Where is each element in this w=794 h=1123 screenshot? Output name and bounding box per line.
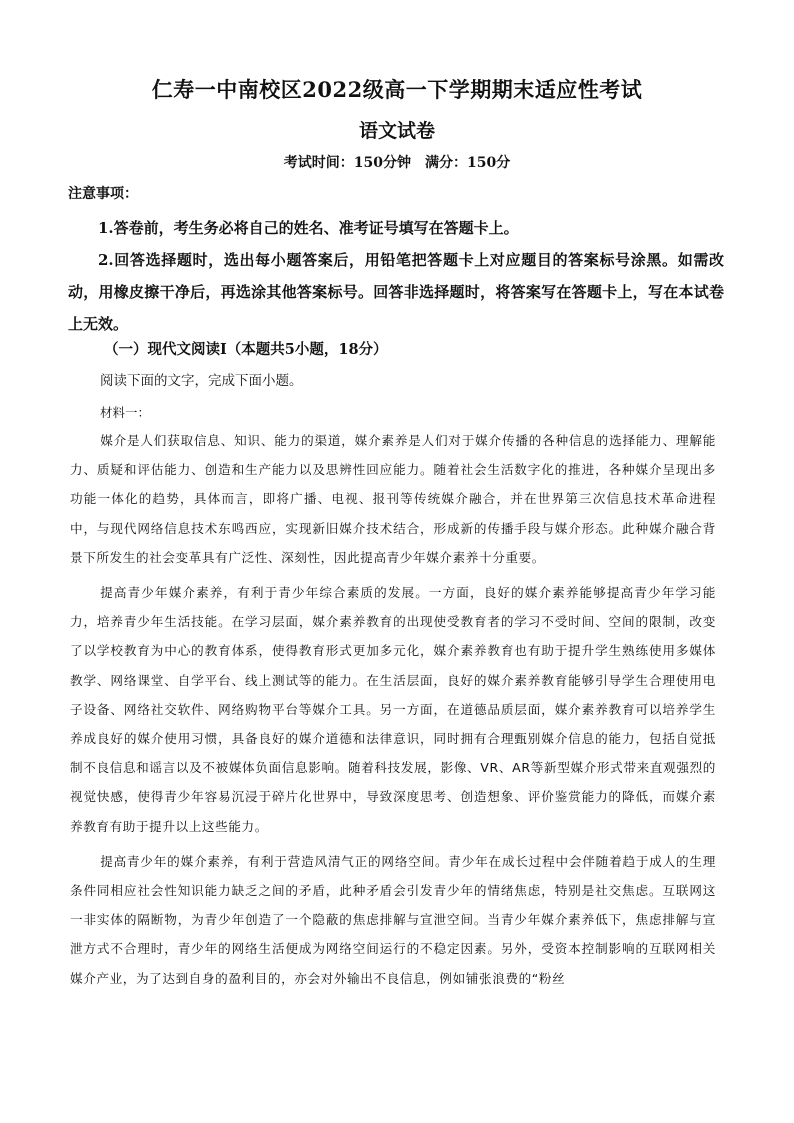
material-label: 材料一： <box>100 405 151 420</box>
note-item: 2.回答选择题时，选出每小题答案后，用铅笔把答题卡上对应题目的答案标号涂黑。如需改动，用橡皮擦干净后，再选涂其他答案标号。回答非选择题时，将答案写在答题卡上，写在本试卷上无效。 <box>68 251 724 333</box>
note-item: 1.答卷前，考生务必将自己的姓名、准考证号填写在答题卡上。 <box>98 219 519 237</box>
material-body <box>70 426 716 999</box>
full-score: 满分：150分 <box>425 155 511 171</box>
body-paragraph: 媒介是人们获取信息、知识、能力的渠道，媒介素养是人们对于媒介传播的各种信息的选择能力、理解能力、质疑和评估能力、创造和生产能力以及思辨性回应能力。随着社会生活数字化的推进，各种媒介呈现出多功能一体化的趋势，具体而言，即将广播、电视、报刊等传统媒介融合，并在世界第三次信息技术革命进程中，与现代网络信息技术东鸣西应，实现新旧媒介技术结合，形成新的传播手段与媒介形态。此种媒介融合背景下所发生的社会变革具有广泛性、深刻性，因此提高青少年媒介素养十分重要。 <box>70 433 716 565</box>
notes-heading: 注意事项： <box>68 186 138 202</box>
page-subtitle: 语文试卷 <box>358 120 435 142</box>
section-heading: （一）现代文阅读Ⅰ（本题共5小题，18分） <box>104 341 388 358</box>
exam-info <box>0 152 794 172</box>
body-paragraph: 提高青少年媒介素养，有利于青少年综合素质的发展。一方面，良好的媒介素养能够提高青少年学习能力，培养青少年生活技能。在学习层面，媒介素养教育的出现使受教育者的学习不受时间、空间的限制，改变了以学校教育为中心的教育体系，使得教育形式更加多元化，媒介素养教育也有助于提升学生熟练使用多媒体教学、网络课堂、自学平台、线上测试等的能力。在生活层面，良好的媒介素养教育能够引导学生合理使用电子设备、网络社交软件、网络购物平台等媒介工具。另一方面，在道德品质层面，媒介素养教育可以培养学生养成良好的媒介使用习惯，具备良好的媒介道德和法律意识，同时拥有合理甄别媒介信息的能力，包括自觉抵制不良信息和谣言以及不被媒体负面信息影响。随着科技发展，影像、VR、AR等新型媒介形式带来直观强烈的视觉快感，使得青少年容易沉浸于碎片化世界中，导致深度思考、创造想象、评价鉴赏能力的降低，而媒介素养教育有助于提升以上这些能力。 <box>70 585 716 834</box>
notes-list <box>68 212 724 340</box>
exam-time: 考试时间：150分钟 <box>283 155 411 171</box>
body-paragraph: 提高青少年的媒介素养，有利于营造风清气正的网络空间。青少年在成长过程中会伴随着趋于成人的生理条件同相应社会性知识能力缺乏之间的矛盾，此种矛盾会引发青少年的情绪焦虑，特别是社交焦虑。互联网这一非实体的隔断物，为青少年创造了一个隐蔽的焦虑排解与宣泄空间。当青少年媒介素养低下，焦虑排解与宣泄方式不合理时，青少年的网络生活便成为网络空间运行的不稳定因素。另外，受资本控制影响的互联网相关媒介产业，为了达到自身的盈利目的，亦会对外输出不良信息，例如铺张浪费的“粉丝 <box>70 853 716 986</box>
reading-instruction: 阅读下面的文字，完成下面小题。 <box>100 373 303 389</box>
page-title: 仁寿一中南校区2022级高一下学期期末适应性考试 <box>151 77 643 102</box>
